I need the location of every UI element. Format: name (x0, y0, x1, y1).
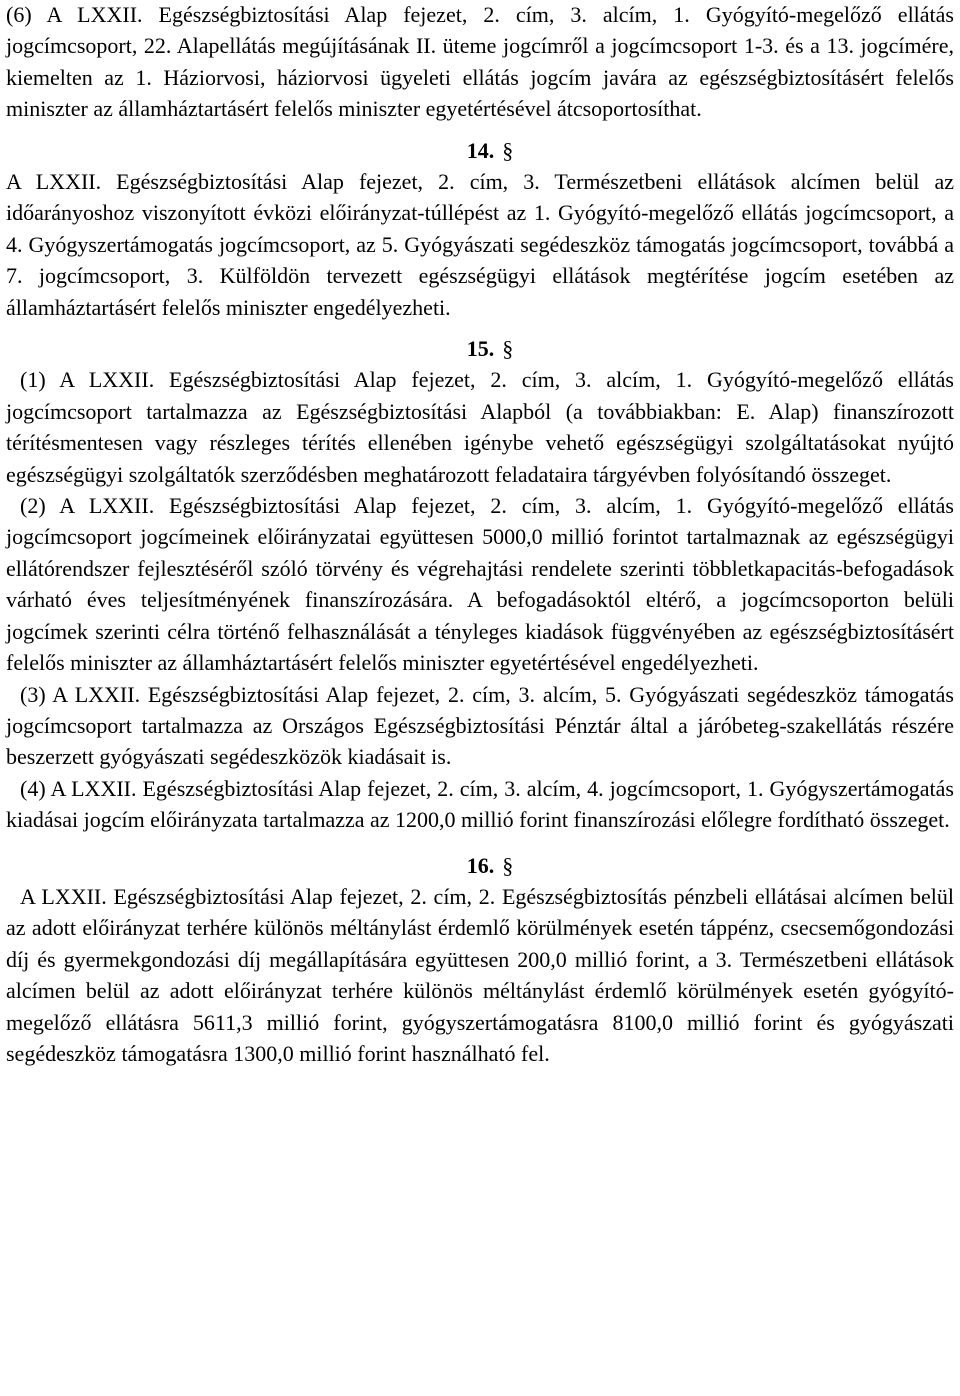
document-page (6, 0, 954, 1069)
section-15-paragraph-4: (4) A LXXII. Egészségbiztosítási Alap fejezet, 2. cím, 3. alcím, 4. jogcímcsoport, 1. Gyógyszertámogatás kiadásai jogcím előirányzata tartalmazza az 1200,0 millió forint finanszírozási előlegre fordítható összeget. (6, 775, 954, 833)
section-15-paragraph-3: (3) A LXXII. Egészségbiztosítási Alap fejezet, 2. cím, 3. alcím, 5. Gyógyászati segédeszköz támogatás jogcímcsoport tartalmazza az Országos Egészségbiztosítási Pénztár által a járóbeteg-szakellátás részére beszerzett gyógyászati segédeszközök kiadásait is. (6, 681, 954, 770)
paragraph-6-continued: (6) A LXXII. Egészségbiztosítási Alap fejezet, 2. cím, 3. alcím, 1. Gyógyító-megelőző ellátás jogcímcsoport, 22. Alapellátás megújításának II. üteme jogcímről a jogcímcsoport 1-3. és a 13. jogcímére, kiemelten az 1. Háziorvosi, háziorvosi ügyeleti ellátás jogcím javára az egészségbiztosításért felelős miniszter az államháztartásért felelős miniszter egyetértésével átcsoportosíthat. (6, 2, 954, 122)
section-heading-16 (6, 850, 954, 881)
section-sign-icon: § (502, 852, 514, 878)
section-14-text: A LXXII. Egészségbiztosítási Alap fejezet, 2. cím, 3. Természetbeni ellátások alcímen belül az időarányoshoz viszonyított évközi előirányzat-túllépést az 1. Gyógyító-megelőző ellátás jogcímcsoport, a 4. Gyógyszertámogatás jogcímcsoport, az 5. Gyógyászati segédeszköz támogatás jogcímcsoport, továbbá a 7. jogcímcsoport, 3. Külföldön tervezett egészségügyi ellátások megtérítése jogcím esetében az államháztartásért felelős miniszter engedélyezheti. (6, 169, 954, 320)
section-sign-icon: § (502, 137, 514, 163)
section-16-text: A LXXII. Egészségbiztosítási Alap fejezet, 2. cím, 2. Egészségbiztosítás pénzbeli ellátásai alcímen belül az adott előirányzat terhére különös méltánylást érdemlő körülmények esetén táppénz, csecsemőgondozási díj és gyermekgondozási díj megállapítására együttesen 200,0 millió forint, a 3. Természetbeni ellátások alcímen belül az adott előirányzat terhére különös méltánylást érdemlő körülmények esetén gyógyító-megelőző ellátásra 5611,3 millió forint, gyógyszertámogatásra 8100,0 millió forint és gyógyászati segédeszköz támogatásra 1300,0 millió forint használható fel. (6, 883, 954, 1066)
section-heading-15 (6, 333, 954, 364)
section-number: 15. (466, 336, 495, 362)
section-number: 14. (466, 137, 495, 163)
section-15-paragraph-2: (2) A LXXII. Egészségbiztosítási Alap fejezet, 2. cím, 3. alcím, 1. Gyógyító-megelőző ellátás jogcímcsoport jogcímeinek előirányzatai együttesen 5000,0 millió forintot tartalmaznak az egészségügyi ellátórendszer fejlesztéséről szóló törvény és végrehajtási rendelete szerinti többletkapacitás-befogadások várható éves teljesítményének finanszírozására. A befogadásoktól eltérő, a jogcímcsoporton belüli jogcímek szerinti célra történő felhasználását a tényleges kiadások függvényében az egészségbiztosításért felelős miniszter az államháztartásért felelős miniszter egyetértésével engedélyezheti. (6, 493, 954, 676)
section-heading-14 (6, 135, 954, 166)
section-15-paragraph-1: (1) A LXXII. Egészségbiztosítási Alap fejezet, 2. cím, 3. alcím, 1. Gyógyító-megelőző ellátás jogcímcsoport tartalmazza az Egészségbiztosítási Alapból (a továbbiakban: E. Alap) finanszírozott térítésmentesen vagy részleges térítés ellenében igénybe vehető egészségügyi szolgáltatásokat nyújtó egészségügyi szolgáltatók szerződésben meghatározott feladataira tárgyévben folyósítandó összeget. (6, 367, 954, 487)
section-sign-icon: § (502, 336, 514, 362)
section-number: 16. (466, 852, 495, 878)
